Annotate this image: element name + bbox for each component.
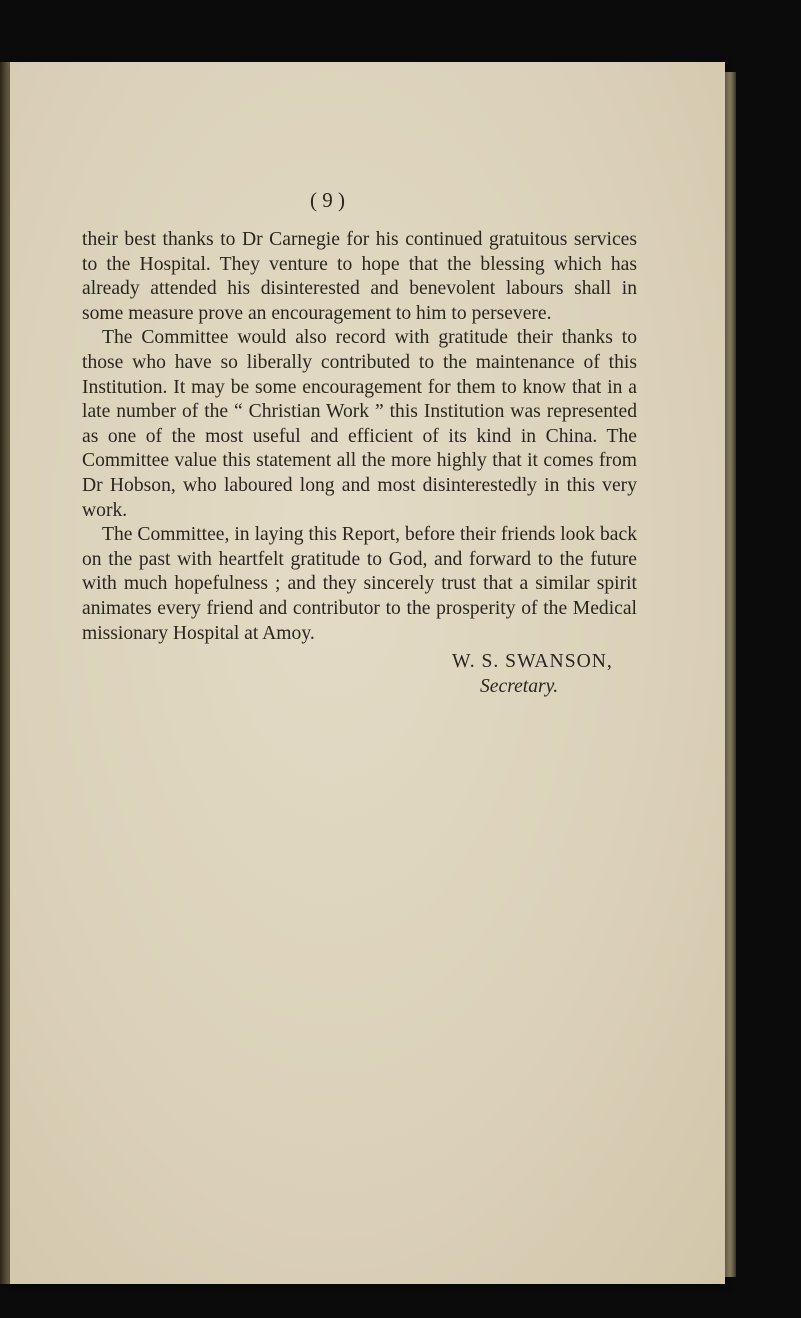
signature-title: Secretary. [480, 676, 559, 697]
body-text [82, 228, 637, 646]
signature-name: W. S. SWANSON, [452, 651, 613, 672]
page-number: ( 9 ) [310, 188, 345, 212]
paragraph-1: their best thanks to Dr Carnegie for his continued gratuitous services to the Hospital. They venture to hope that the blessing which has already attended his disinterested and benevolent labours shall in some measure prove an encouragement to him to persevere. [82, 229, 637, 324]
paragraph-3: The Committee, in laying this Report, before their friends look back on the past with heartfelt gratitude to God, and forward to the future with much hopefulness ; and they sincerely trust that a similar spirit animates every friend and contributor to the prosperity of the Medical missionary Hospital at Amoy. [82, 524, 637, 644]
paragraph-2: The Committee would also record with gratitude their thanks to those who have so liberally contributed to the maintenance of this Institution. It may be some encouragement for them to know that in a late number of the “ Christian Work ” this Institution was represented as one of the most useful and efficient of its kind in China. The Committee value this statement all the more highly that it comes from Dr Hobson, who laboured long and most disinterestedly in this very work. [82, 327, 637, 521]
